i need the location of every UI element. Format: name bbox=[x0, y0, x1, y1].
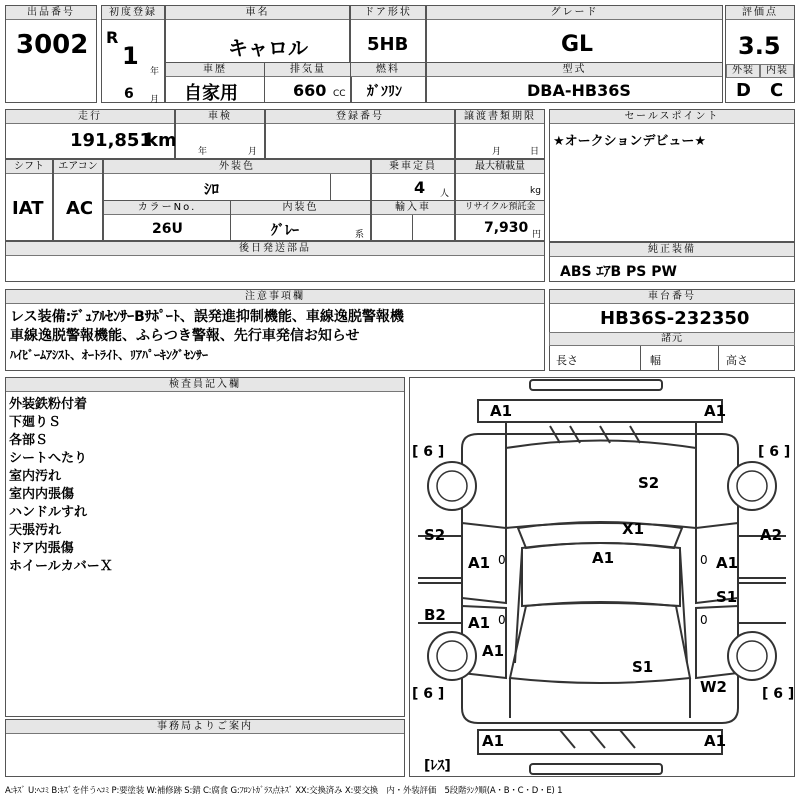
displacement: 660 bbox=[293, 81, 327, 100]
score-label: 評価点 bbox=[726, 6, 794, 20]
sales-box bbox=[549, 109, 795, 242]
divider bbox=[412, 215, 413, 241]
recycle-label: リサイクル預託金 bbox=[456, 201, 544, 215]
reg-month-unit: 月 bbox=[150, 95, 160, 105]
mark-a1-left-lower: A1 bbox=[482, 642, 505, 660]
shift: IAT bbox=[12, 198, 44, 219]
shift-label: シフト bbox=[6, 160, 52, 174]
door-box bbox=[350, 5, 426, 63]
inspector-line: 室内内張傷 bbox=[9, 487, 75, 502]
door-type: 5HB bbox=[367, 34, 409, 55]
chassis-label: 車台番号 bbox=[550, 290, 794, 304]
inspector-line: 室内汚れ bbox=[9, 469, 62, 484]
divider bbox=[640, 346, 641, 371]
svg-text:0: 0 bbox=[498, 553, 506, 567]
car-name-label: 車名 bbox=[166, 6, 349, 20]
inspector-line: ハンドルすれ bbox=[9, 505, 88, 520]
mileage-unit: km bbox=[146, 130, 177, 151]
import-box bbox=[371, 200, 455, 241]
color-label: 外装色 bbox=[104, 160, 370, 174]
load-unit: kg bbox=[530, 186, 541, 196]
recycle-box bbox=[455, 200, 545, 241]
mark-w2: W2 bbox=[700, 678, 727, 696]
interior-unit: 系 bbox=[355, 230, 365, 240]
sales-text: ★オークションデビュー★ bbox=[553, 134, 707, 149]
car-name: キャロル bbox=[228, 36, 308, 60]
inspector-line: 天張汚れ bbox=[9, 523, 62, 538]
load-label: 最大積載量 bbox=[456, 160, 544, 174]
tire-tag-fl: [ 6 ] bbox=[412, 444, 445, 460]
notes-line-2: 車線逸脱警報機能、ふらつき警報、先行車発信お知らせ bbox=[10, 328, 360, 344]
mark-roof: A1 bbox=[592, 549, 615, 567]
load-box bbox=[455, 159, 545, 201]
fuel-label: 燃料 bbox=[351, 63, 425, 77]
notes-box bbox=[5, 289, 545, 371]
history: 自家用 bbox=[184, 83, 238, 104]
fuel-box bbox=[350, 62, 426, 103]
office-box bbox=[5, 719, 405, 777]
divider bbox=[330, 174, 331, 201]
grade-label: グレード bbox=[427, 6, 722, 20]
ext-score: D bbox=[736, 80, 751, 101]
transfer-box bbox=[455, 109, 545, 159]
recycle: 7,930 bbox=[484, 220, 529, 236]
res-tag: [ﾚｽ] bbox=[424, 758, 451, 774]
int-score: C bbox=[770, 80, 784, 101]
lot-label: 出品番号 bbox=[6, 6, 96, 20]
mark-rear-right: A1 bbox=[704, 732, 727, 750]
mileage: 191,851 bbox=[70, 130, 152, 151]
inspector-line: 各部Ｓ bbox=[9, 433, 49, 448]
capacity: 4 bbox=[414, 178, 426, 197]
divider bbox=[718, 346, 719, 371]
ac: AC bbox=[66, 198, 94, 219]
colorno: 26U bbox=[152, 221, 183, 237]
car-diagram-svg bbox=[410, 378, 794, 776]
inspection-box bbox=[175, 109, 265, 159]
shift-box bbox=[5, 159, 53, 241]
car-name-box bbox=[165, 5, 350, 63]
grade: GL bbox=[561, 32, 594, 57]
notes-line-3: ﾊｲﾋﾞｰﾑｱｼｽﾄ、ｵｰﾄﾗｲﾄ、ﾘｱﾊﾟｰｷﾝｸﾞｾﾝｻｰ bbox=[10, 348, 209, 362]
capacity-unit: 人 bbox=[440, 189, 450, 199]
ac-box bbox=[53, 159, 103, 241]
mark-front-door-right: A1 bbox=[716, 554, 739, 572]
fuel: ｶﾞｿﾘﾝ bbox=[367, 84, 402, 100]
insp-month-unit: 月 bbox=[248, 147, 258, 157]
dims-label: 諸元 bbox=[549, 332, 795, 346]
tire-tag-fr: [ 6 ] bbox=[758, 444, 791, 460]
history-box bbox=[165, 62, 265, 103]
first-reg-label: 初度登録 bbox=[102, 6, 164, 20]
inspector-line: ドア内張傷 bbox=[9, 541, 74, 556]
notes-line-1: レス装備:ﾃﾞｭｱﾙｾﾝｻｰBｻﾎﾟｰﾄ、誤発進抑制機能、車線逸脱警報機 bbox=[10, 309, 404, 325]
mileage-label: 走行 bbox=[6, 110, 174, 124]
inspector-box bbox=[5, 377, 405, 717]
mark-rear-door-right: S1 bbox=[716, 588, 738, 606]
mark-s2-left: S2 bbox=[424, 526, 446, 544]
inspection-label: 車検 bbox=[176, 110, 264, 124]
inspector-line: ホイールカバーＸ bbox=[9, 559, 113, 574]
ac-label: エアコン bbox=[54, 160, 102, 174]
length-label: 長さ bbox=[556, 354, 578, 367]
equipment-label: 純正装備 bbox=[550, 243, 794, 257]
svg-text:0: 0 bbox=[498, 613, 506, 627]
width-label: 幅 bbox=[650, 354, 661, 367]
color-box bbox=[103, 159, 371, 201]
int-label: 内装 bbox=[760, 64, 794, 78]
capacity-box bbox=[371, 159, 455, 201]
mark-hood: S2 bbox=[638, 474, 660, 492]
first-reg-box bbox=[101, 5, 165, 103]
transfer-month-unit: 月 bbox=[492, 147, 502, 157]
later-box bbox=[5, 241, 545, 282]
reg-era: R bbox=[106, 28, 119, 47]
office-label: 事務局よりご案内 bbox=[6, 720, 404, 734]
reg-year: 1 bbox=[122, 42, 139, 70]
mark-front-left: A1 bbox=[490, 402, 513, 420]
interior: ｸﾞﾚｰ bbox=[271, 223, 299, 239]
mark-front-door-left: A1 bbox=[468, 554, 491, 572]
inspector-line: 下廻りＳ bbox=[9, 415, 62, 430]
svg-text:0: 0 bbox=[700, 553, 708, 567]
chassis-box bbox=[549, 289, 795, 371]
mark-windshield: X1 bbox=[622, 520, 645, 538]
score-box bbox=[725, 5, 795, 103]
reg-month: 6 bbox=[124, 86, 134, 102]
capacity-label: 乗車定員 bbox=[372, 160, 454, 174]
interior-box bbox=[230, 200, 371, 241]
inspector-line: 外装鉄粉付着 bbox=[9, 397, 88, 412]
mark-front-right: A1 bbox=[704, 402, 727, 420]
score: 3.5 bbox=[738, 32, 781, 60]
insp-year-unit: 年 bbox=[198, 147, 208, 157]
later-label: 後日発送部品 bbox=[6, 242, 544, 256]
disp-box bbox=[264, 62, 352, 103]
lot-number: 3002 bbox=[16, 30, 89, 60]
legend-footer: A:ｷｽﾞ U:ﾍｺﾐ B:ｷｽﾞを伴うﾍｺﾐ P:要塗装 W:補修跡 S:錆 C:腐食 G:ﾌﾛﾝﾄｶﾞﾗｽ点ｷｽﾞ XX:交換済み X:要交換 内・外装評価 5段階ﾗﾝｸ順(A・B・C・D・E) 1 bbox=[5, 786, 563, 796]
history-label: 車歴 bbox=[166, 63, 264, 77]
disp-unit: CC bbox=[333, 89, 346, 99]
height-label: 高さ bbox=[726, 354, 748, 367]
model-box bbox=[426, 62, 723, 103]
notes-label: 注意事項欄 bbox=[6, 290, 544, 304]
equipment-box bbox=[549, 242, 795, 282]
inspector-line: シートへたり bbox=[9, 451, 88, 466]
transfer-label: 譲渡書類期限 bbox=[456, 110, 544, 124]
inspector-label: 検査員記入欄 bbox=[6, 378, 404, 392]
mark-rear-left: A1 bbox=[482, 732, 505, 750]
recycle-unit: 円 bbox=[532, 230, 542, 240]
reg-year-unit: 年 bbox=[150, 67, 160, 77]
sales-label: セールスポイント bbox=[550, 110, 794, 124]
tire-tag-rl: [ 6 ] bbox=[412, 686, 445, 702]
svg-text:0: 0 bbox=[700, 613, 708, 627]
plate-label: 登録番号 bbox=[266, 110, 454, 124]
grade-box bbox=[426, 5, 723, 63]
tire-tag-rr: [ 6 ] bbox=[762, 686, 794, 702]
mark-trunk: S1 bbox=[632, 658, 654, 676]
colorno-box bbox=[103, 200, 231, 241]
mark-a2-right: A2 bbox=[760, 526, 783, 544]
lot-box bbox=[5, 5, 97, 103]
model-label: 型式 bbox=[427, 63, 722, 77]
transfer-day-unit: 日 bbox=[530, 147, 540, 157]
model: DBA-HB36S bbox=[527, 81, 631, 100]
import-label: 輸入車 bbox=[372, 201, 454, 215]
colorno-label: カラーNo. bbox=[104, 201, 230, 215]
equipment-text: ABS ｴｱB PS PW bbox=[560, 264, 677, 280]
interior-label: 内装色 bbox=[231, 201, 370, 215]
disp-label: 排気量 bbox=[265, 63, 351, 77]
chassis-number: HB36S-232350 bbox=[600, 308, 750, 329]
mark-rear-door-left: A1 bbox=[468, 614, 491, 632]
door-label: ドア形状 bbox=[351, 6, 425, 20]
car-diagram bbox=[409, 377, 795, 777]
ext-label: 外装 bbox=[726, 64, 760, 78]
mileage-box bbox=[5, 109, 175, 159]
mark-b2-left: B2 bbox=[424, 606, 446, 624]
plate-box bbox=[265, 109, 455, 159]
color: ｼﾛ bbox=[204, 180, 220, 198]
